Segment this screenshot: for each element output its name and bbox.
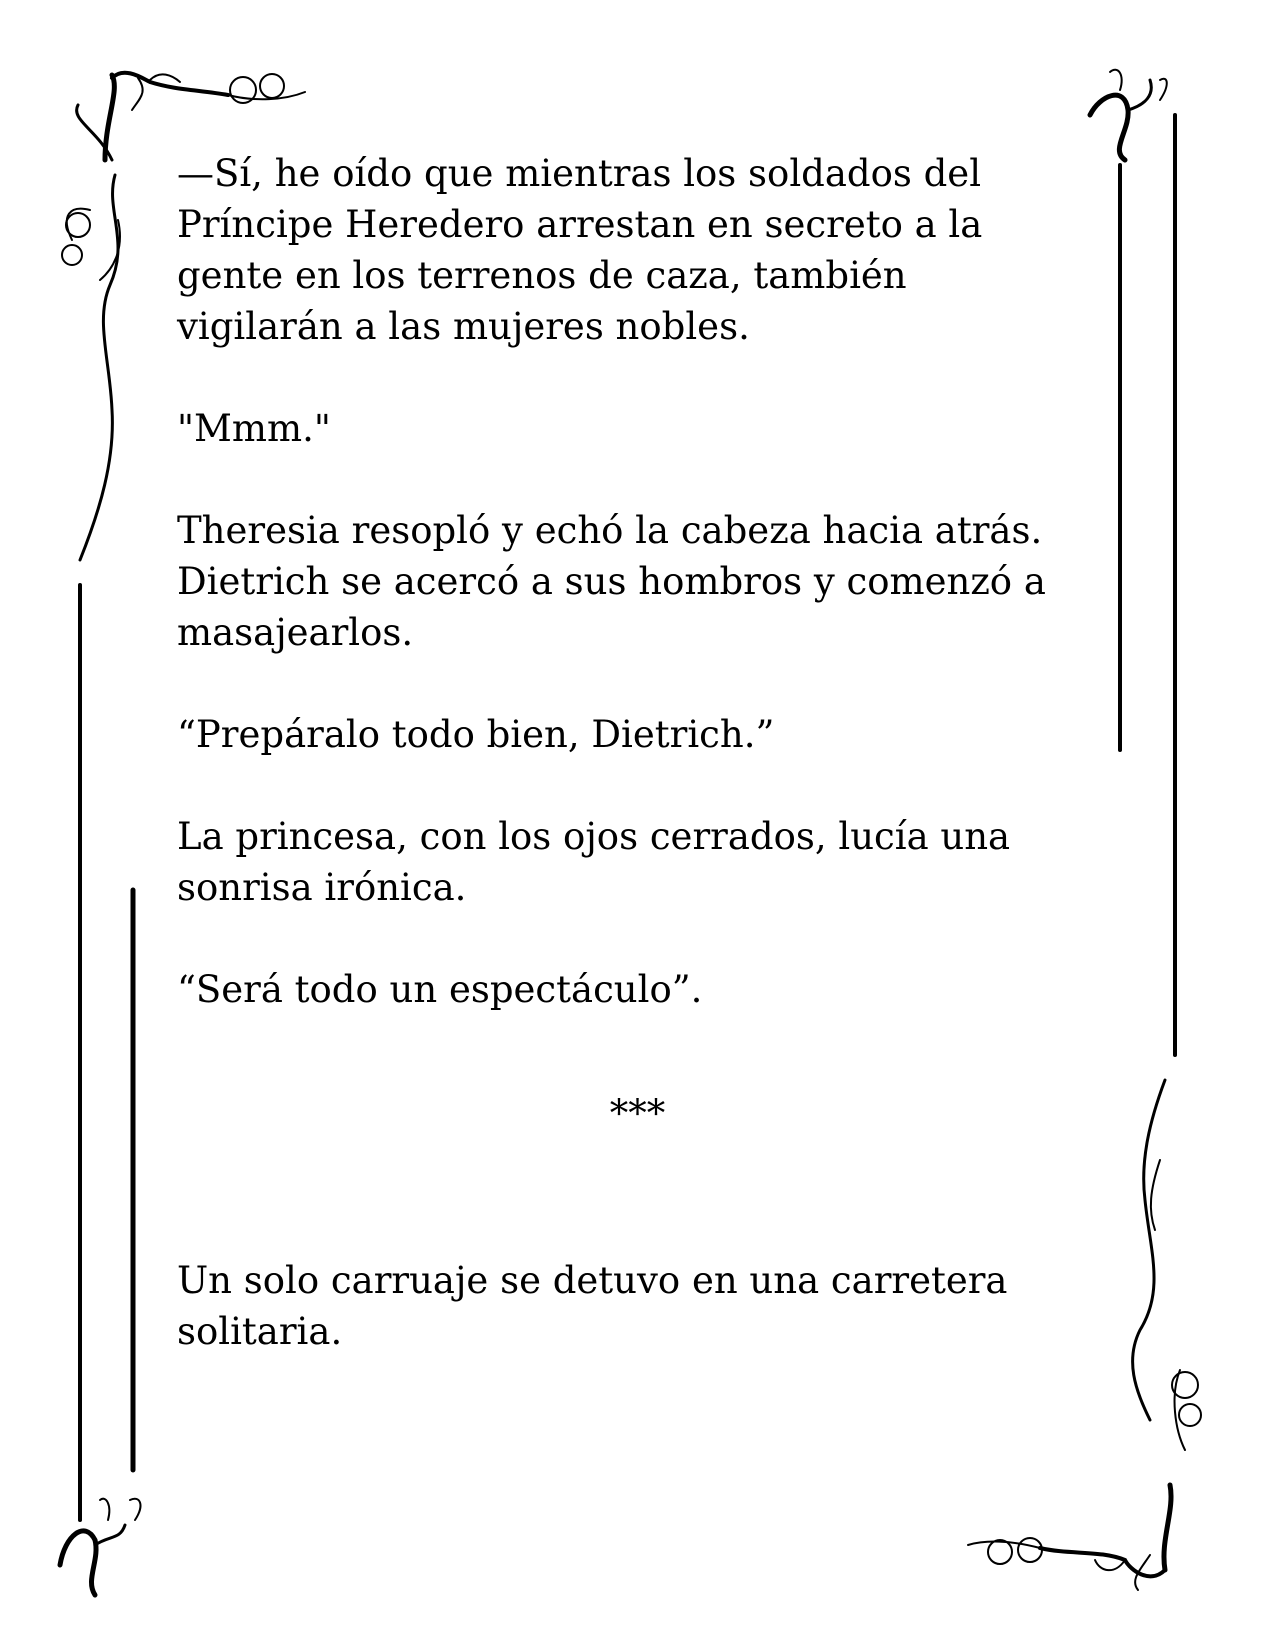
scene-separator: *** bbox=[609, 1092, 666, 1135]
bottom-left-flourish bbox=[60, 1499, 140, 1595]
paragraph-1: —Sí, he oído que mientras los soldados del Príncipe Heredero arrestan en secreto a la gente en los terrenos de caza, también vigilarán a las mujeres nobles. bbox=[177, 152, 983, 348]
paragraph-7: Un solo carruaje se detuvo en una carretera solitaria. bbox=[177, 1259, 1008, 1353]
paragraph-5: La princesa, con los ojos cerrados, lucía una sonrisa irónica. bbox=[177, 815, 1011, 909]
paragraph-6: “Será todo un espectáculo”. bbox=[177, 968, 703, 1011]
body-text bbox=[177, 148, 1077, 1015]
top-right-flourish bbox=[1090, 70, 1167, 160]
paragraph-3: Theresia resopló y echó la cabeza hacia atrás. Dietrich se acercó a sus hombros y comenzó a masajearlos. bbox=[177, 509, 1046, 654]
paragraph-2: "Mmm." bbox=[177, 407, 331, 450]
paragraph-4: “Prepáralo todo bien, Dietrich.” bbox=[177, 713, 775, 756]
final-text bbox=[177, 1255, 1077, 1357]
